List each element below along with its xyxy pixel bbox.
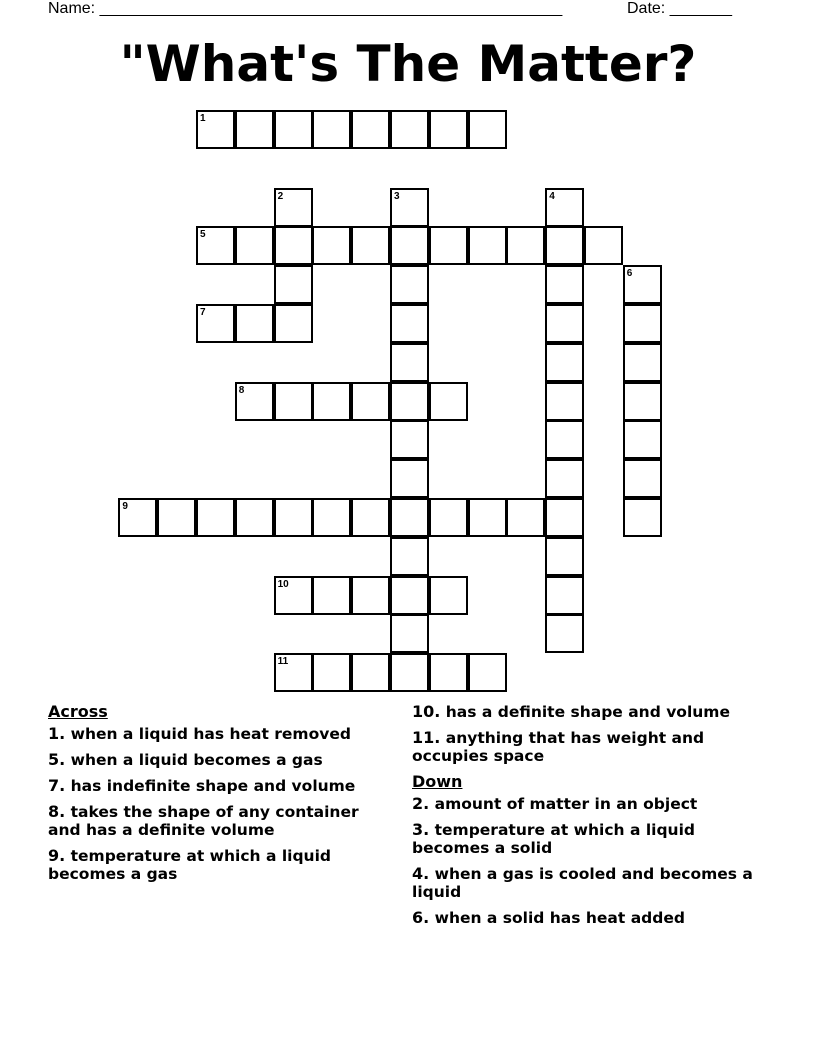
clue-down-4 bbox=[412, 865, 762, 901]
crossword-cell[interactable] bbox=[274, 226, 313, 265]
crossword-cell[interactable] bbox=[545, 304, 584, 343]
crossword-cell[interactable] bbox=[623, 265, 662, 304]
clue-number: 3. bbox=[412, 820, 430, 839]
crossword-cell[interactable] bbox=[274, 265, 313, 304]
crossword-cell[interactable] bbox=[351, 498, 390, 537]
crossword-cell[interactable] bbox=[468, 226, 507, 265]
crossword-cell[interactable] bbox=[429, 382, 468, 421]
crossword-cell[interactable] bbox=[274, 653, 313, 692]
crossword-cell[interactable] bbox=[468, 653, 507, 692]
clue-text: temperature at which a liquid becomes a solid bbox=[412, 821, 695, 857]
crossword-cell[interactable] bbox=[390, 382, 429, 421]
crossword-cell[interactable] bbox=[545, 188, 584, 227]
crossword-cell[interactable] bbox=[545, 576, 584, 615]
clue-number: 9. bbox=[48, 846, 66, 865]
clue-across-5 bbox=[48, 751, 393, 769]
clue-number: 1. bbox=[48, 724, 66, 743]
clue-number: 6. bbox=[412, 908, 430, 927]
crossword-cell[interactable] bbox=[623, 420, 662, 459]
name-field-label: Name: ____________________________________________________ bbox=[48, 0, 563, 17]
crossword-cell[interactable] bbox=[623, 304, 662, 343]
crossword-cell[interactable] bbox=[274, 576, 313, 615]
crossword-cell[interactable] bbox=[390, 226, 429, 265]
crossword-cell[interactable] bbox=[584, 226, 623, 265]
clue-across-9 bbox=[48, 847, 393, 883]
clue-across-7 bbox=[48, 777, 393, 795]
cell-number: 7 bbox=[200, 307, 206, 318]
clue-number: 11. bbox=[412, 728, 441, 747]
clue-across-11 bbox=[412, 729, 762, 765]
crossword-cell[interactable] bbox=[157, 498, 196, 537]
crossword-cell[interactable] bbox=[274, 498, 313, 537]
crossword-cell[interactable] bbox=[390, 498, 429, 537]
clue-across-1 bbox=[48, 725, 393, 743]
crossword-cell[interactable] bbox=[429, 226, 468, 265]
clue-text: has indefinite shape and volume bbox=[70, 777, 356, 795]
clue-text: has a definite shape and volume bbox=[445, 703, 730, 721]
crossword-cell[interactable] bbox=[545, 343, 584, 382]
crossword-cell[interactable] bbox=[623, 459, 662, 498]
clue-text: temperature at which a liquid becomes a gas bbox=[48, 847, 331, 883]
crossword-cell[interactable] bbox=[118, 498, 157, 537]
crossword-cell[interactable] bbox=[468, 498, 507, 537]
crossword-cell[interactable] bbox=[235, 226, 274, 265]
crossword-cell[interactable] bbox=[545, 498, 584, 537]
crossword-cell[interactable] bbox=[312, 576, 351, 615]
clue-down-2 bbox=[412, 795, 762, 813]
down-heading: Down bbox=[412, 772, 463, 791]
clue-text: amount of matter in an object bbox=[434, 795, 698, 813]
crossword-cell[interactable] bbox=[545, 614, 584, 653]
crossword-cell[interactable] bbox=[235, 304, 274, 343]
crossword-cell[interactable] bbox=[235, 498, 274, 537]
crossword-cell[interactable] bbox=[390, 459, 429, 498]
clues-right-column bbox=[412, 703, 762, 935]
date-field-label: Date: _______ bbox=[627, 0, 732, 17]
cell-number: 9 bbox=[122, 501, 128, 512]
crossword-cell[interactable] bbox=[312, 226, 351, 265]
across-heading: Across bbox=[48, 702, 108, 721]
clue-number: 2. bbox=[412, 794, 430, 813]
crossword-cell[interactable] bbox=[196, 110, 235, 149]
clue-text: takes the shape of any container and has a definite volume bbox=[48, 803, 359, 839]
crossword-cell[interactable] bbox=[351, 110, 390, 149]
crossword-cell[interactable] bbox=[196, 226, 235, 265]
clue-down-3 bbox=[412, 821, 762, 857]
crossword-cell[interactable] bbox=[312, 110, 351, 149]
clue-number: 10. bbox=[412, 702, 441, 721]
crossword-cell[interactable] bbox=[429, 576, 468, 615]
cell-number: 8 bbox=[238, 384, 245, 396]
crossword-cell[interactable] bbox=[274, 110, 313, 149]
crossword-cell[interactable] bbox=[506, 498, 545, 537]
crossword-cell[interactable] bbox=[429, 653, 468, 692]
crossword-cell[interactable] bbox=[351, 226, 390, 265]
crossword-cell[interactable] bbox=[390, 653, 429, 692]
crossword-cell[interactable] bbox=[468, 110, 507, 149]
clue-text: anything that has weight and occupies space bbox=[412, 729, 705, 765]
page-title: "What's The Matter? bbox=[119, 35, 697, 93]
crossword-cell[interactable] bbox=[545, 382, 584, 421]
cell-number: 5 bbox=[200, 229, 206, 241]
crossword-cell[interactable] bbox=[623, 382, 662, 421]
clues-left-column bbox=[48, 703, 393, 891]
crossword-cell[interactable] bbox=[196, 498, 235, 537]
cell-number: 3 bbox=[394, 190, 400, 202]
crossword-cell[interactable] bbox=[235, 110, 274, 149]
cell-number: 10 bbox=[277, 578, 289, 590]
crossword-cell[interactable] bbox=[196, 304, 235, 343]
clue-down-6 bbox=[412, 909, 762, 927]
clue-text: when a liquid has heat removed bbox=[70, 725, 351, 743]
crossword-cell[interactable] bbox=[312, 498, 351, 537]
crossword-cell[interactable] bbox=[390, 265, 429, 304]
crossword-cell[interactable] bbox=[623, 498, 662, 537]
crossword-cell[interactable] bbox=[545, 537, 584, 576]
crossword-cell[interactable] bbox=[390, 614, 429, 653]
clue-across-10 bbox=[412, 703, 762, 721]
crossword-cell[interactable] bbox=[429, 498, 468, 537]
crossword-cell[interactable] bbox=[274, 188, 313, 227]
clue-number: 8. bbox=[48, 802, 66, 821]
crossword-cell[interactable] bbox=[545, 226, 584, 265]
crossword-cell[interactable] bbox=[235, 382, 274, 421]
clue-number: 5. bbox=[48, 750, 66, 769]
crossword-cell[interactable] bbox=[312, 653, 351, 692]
crossword-cell[interactable] bbox=[390, 576, 429, 615]
crossword-cell[interactable] bbox=[390, 537, 429, 576]
clue-number: 7. bbox=[48, 776, 66, 795]
crossword-cell[interactable] bbox=[545, 459, 584, 498]
crossword-cell[interactable] bbox=[390, 110, 429, 149]
cell-number: 6 bbox=[626, 268, 633, 280]
crossword-cell[interactable] bbox=[274, 382, 313, 421]
crossword-cell[interactable] bbox=[351, 576, 390, 615]
clue-number: 4. bbox=[412, 864, 430, 883]
crossword-cell[interactable] bbox=[390, 420, 429, 459]
crossword-cell[interactable] bbox=[429, 110, 468, 149]
crossword-cell[interactable] bbox=[390, 343, 429, 382]
clue-text: when a liquid becomes a gas bbox=[70, 751, 323, 769]
crossword-cell[interactable] bbox=[545, 265, 584, 304]
crossword-cell[interactable] bbox=[390, 304, 429, 343]
clue-text: when a solid has heat added bbox=[434, 909, 685, 927]
crossword-cell[interactable] bbox=[506, 226, 545, 265]
cell-number: 11 bbox=[277, 656, 289, 668]
clue-text: when a gas is cooled and becomes a liquid bbox=[412, 865, 753, 901]
cell-number: 2 bbox=[277, 190, 284, 202]
crossword-cell[interactable] bbox=[390, 188, 429, 227]
clue-across-8 bbox=[48, 803, 393, 839]
cell-number: 1 bbox=[200, 113, 206, 124]
crossword-cell[interactable] bbox=[312, 382, 351, 421]
crossword-cell[interactable] bbox=[274, 304, 313, 343]
crossword-cell[interactable] bbox=[351, 653, 390, 692]
crossword-cell[interactable] bbox=[623, 343, 662, 382]
crossword-cell[interactable] bbox=[545, 420, 584, 459]
crossword-cell[interactable] bbox=[351, 382, 390, 421]
cell-number: 4 bbox=[549, 190, 555, 202]
